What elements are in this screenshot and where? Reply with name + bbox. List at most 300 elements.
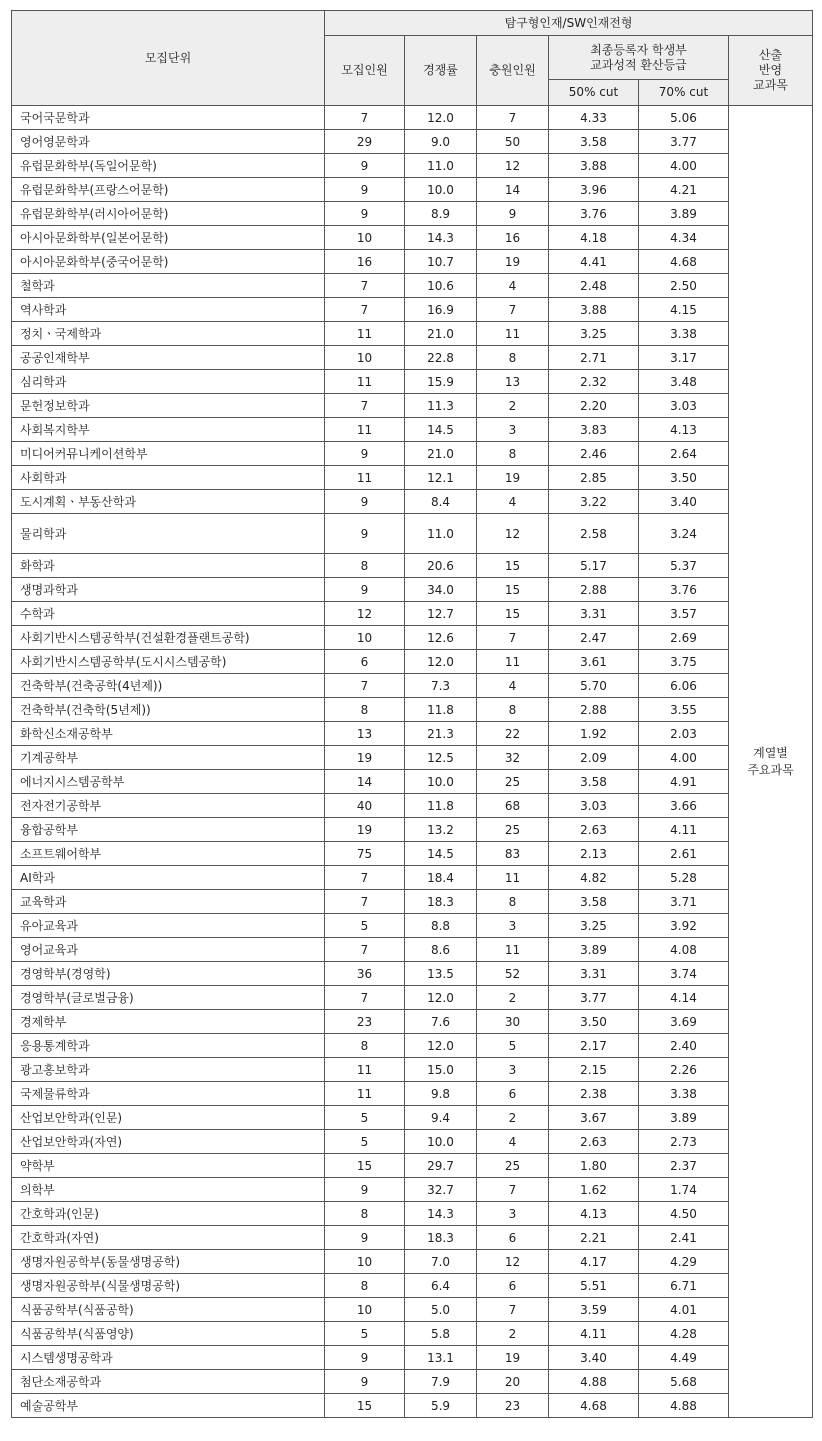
table-row: [12, 1394, 813, 1418]
competition-cell: 10.0: [405, 770, 477, 794]
cut70-cell: 3.69: [639, 1010, 729, 1034]
recruit-cell: 16: [325, 250, 405, 274]
table-row: [12, 674, 813, 698]
header-subjects: [729, 36, 813, 106]
cut50-cell: 3.22: [549, 490, 639, 514]
header-recruit: 모집인원: [325, 36, 405, 106]
recruit-cell: 36: [325, 962, 405, 986]
unit-cell: 생명과학과: [12, 578, 325, 602]
table-row: [12, 154, 813, 178]
table-row: [12, 1130, 813, 1154]
cut50-cell: 2.63: [549, 818, 639, 842]
subjects-value: 계열별 주요과목: [747, 745, 794, 777]
recruit-cell: 11: [325, 1082, 405, 1106]
recruit-cell: 5: [325, 1130, 405, 1154]
table-header: [12, 11, 813, 106]
header-unit: 모집단위: [12, 11, 325, 106]
table-row: [12, 1106, 813, 1130]
cut50-cell: 4.18: [549, 226, 639, 250]
recruit-cell: 9: [325, 1178, 405, 1202]
table-row: [12, 1034, 813, 1058]
cut50-cell: 3.76: [549, 202, 639, 226]
competition-cell: 5.9: [405, 1394, 477, 1418]
additional-cell: 12: [477, 514, 549, 554]
competition-cell: 7.3: [405, 674, 477, 698]
additional-cell: 8: [477, 442, 549, 466]
cut50-cell: 4.13: [549, 1202, 639, 1226]
unit-cell: 간호학과(자연): [12, 1226, 325, 1250]
additional-cell: 32: [477, 746, 549, 770]
additional-cell: 6: [477, 1082, 549, 1106]
table-row: [12, 962, 813, 986]
recruit-cell: 75: [325, 842, 405, 866]
competition-cell: 21.3: [405, 722, 477, 746]
additional-cell: 2: [477, 986, 549, 1010]
additional-cell: 4: [477, 674, 549, 698]
unit-cell: 건축학부(건축학(5년제)): [12, 698, 325, 722]
additional-cell: 68: [477, 794, 549, 818]
cut50-cell: 2.88: [549, 698, 639, 722]
recruit-cell: 14: [325, 770, 405, 794]
recruit-cell: 15: [325, 1394, 405, 1418]
unit-cell: 에너지시스템공학부: [12, 770, 325, 794]
cut50-cell: 2.09: [549, 746, 639, 770]
competition-cell: 7.9: [405, 1370, 477, 1394]
recruit-cell: 10: [325, 1250, 405, 1274]
additional-cell: 19: [477, 466, 549, 490]
unit-cell: 간호학과(인문): [12, 1202, 325, 1226]
additional-cell: 13: [477, 370, 549, 394]
table-row: [12, 554, 813, 578]
unit-cell: 응용통계학과: [12, 1034, 325, 1058]
cut50-cell: 3.50: [549, 1010, 639, 1034]
competition-cell: 12.1: [405, 466, 477, 490]
competition-cell: 8.4: [405, 490, 477, 514]
table-row: [12, 770, 813, 794]
competition-cell: 11.8: [405, 698, 477, 722]
cut50-cell: 3.88: [549, 298, 639, 322]
additional-cell: 3: [477, 1202, 549, 1226]
cut70-cell: 5.37: [639, 554, 729, 578]
additional-cell: 15: [477, 602, 549, 626]
header-grade-group-text: 최종등록자 학생부 교과성적 환산등급: [590, 42, 687, 72]
additional-cell: 25: [477, 818, 549, 842]
cut70-cell: 1.74: [639, 1178, 729, 1202]
competition-cell: 12.0: [405, 106, 477, 130]
unit-cell: 산업보안학과(인문): [12, 1106, 325, 1130]
header-additional: 충원인원: [477, 36, 549, 106]
cut50-cell: 3.31: [549, 602, 639, 626]
additional-cell: 8: [477, 890, 549, 914]
competition-cell: 11.0: [405, 514, 477, 554]
cut50-cell: 4.41: [549, 250, 639, 274]
recruit-cell: 7: [325, 274, 405, 298]
table-row: [12, 626, 813, 650]
additional-cell: 6: [477, 1274, 549, 1298]
cut50-cell: 3.83: [549, 418, 639, 442]
recruit-cell: 9: [325, 178, 405, 202]
additional-cell: 7: [477, 1178, 549, 1202]
additional-cell: 3: [477, 1058, 549, 1082]
table-row: [12, 1322, 813, 1346]
cut50-cell: 1.62: [549, 1178, 639, 1202]
cut70-cell: 3.55: [639, 698, 729, 722]
unit-cell: 철학과: [12, 274, 325, 298]
unit-cell: 국어국문학과: [12, 106, 325, 130]
recruit-cell: 5: [325, 1106, 405, 1130]
cut50-cell: 4.88: [549, 1370, 639, 1394]
recruit-cell: 9: [325, 514, 405, 554]
additional-cell: 7: [477, 106, 549, 130]
additional-cell: 11: [477, 938, 549, 962]
competition-cell: 13.5: [405, 962, 477, 986]
additional-cell: 25: [477, 770, 549, 794]
recruit-cell: 9: [325, 154, 405, 178]
competition-cell: 8.9: [405, 202, 477, 226]
cut70-cell: 3.03: [639, 394, 729, 418]
recruit-cell: 8: [325, 1274, 405, 1298]
competition-cell: 32.7: [405, 1178, 477, 1202]
recruit-cell: 11: [325, 370, 405, 394]
additional-cell: 12: [477, 1250, 549, 1274]
competition-cell: 9.0: [405, 130, 477, 154]
cut70-cell: 4.01: [639, 1298, 729, 1322]
unit-cell: 공공인재학부: [12, 346, 325, 370]
recruit-cell: 10: [325, 226, 405, 250]
cut50-cell: 2.85: [549, 466, 639, 490]
recruit-cell: 19: [325, 818, 405, 842]
competition-cell: 21.0: [405, 322, 477, 346]
unit-cell: 시스템생명공학과: [12, 1346, 325, 1370]
recruit-cell: 8: [325, 1202, 405, 1226]
competition-cell: 7.0: [405, 1250, 477, 1274]
competition-cell: 15.0: [405, 1058, 477, 1082]
cut70-cell: 3.38: [639, 322, 729, 346]
header-grade-group: [549, 36, 729, 80]
unit-cell: 아시아문화학부(일본어문학): [12, 226, 325, 250]
cut70-cell: 3.38: [639, 1082, 729, 1106]
unit-cell: 광고홍보학과: [12, 1058, 325, 1082]
cut70-cell: 3.75: [639, 650, 729, 674]
additional-cell: 4: [477, 490, 549, 514]
unit-cell: 유럽문화학부(프랑스어문학): [12, 178, 325, 202]
cut70-cell: 4.34: [639, 226, 729, 250]
unit-cell: AI학과: [12, 866, 325, 890]
unit-cell: 수학과: [12, 602, 325, 626]
cut70-cell: 2.40: [639, 1034, 729, 1058]
unit-cell: 경제학부: [12, 1010, 325, 1034]
cut50-cell: 4.82: [549, 866, 639, 890]
cut50-cell: 1.92: [549, 722, 639, 746]
table-row: [12, 1370, 813, 1394]
additional-cell: 2: [477, 394, 549, 418]
cut70-cell: 2.03: [639, 722, 729, 746]
cut70-cell: 3.89: [639, 202, 729, 226]
table-row: [12, 298, 813, 322]
cut50-cell: 3.96: [549, 178, 639, 202]
recruit-cell: 7: [325, 298, 405, 322]
table-row: [12, 394, 813, 418]
unit-cell: 전자전기공학부: [12, 794, 325, 818]
unit-cell: 사회복지학부: [12, 418, 325, 442]
cut70-cell: 4.21: [639, 178, 729, 202]
recruit-cell: 10: [325, 346, 405, 370]
competition-cell: 11.8: [405, 794, 477, 818]
cut50-cell: 2.58: [549, 514, 639, 554]
cut50-cell: 3.31: [549, 962, 639, 986]
cut50-cell: 4.68: [549, 1394, 639, 1418]
cut70-cell: 4.49: [639, 1346, 729, 1370]
unit-cell: 경영학부(경영학): [12, 962, 325, 986]
table-row: [12, 1274, 813, 1298]
recruit-cell: 29: [325, 130, 405, 154]
cut50-cell: 2.71: [549, 346, 639, 370]
cut70-cell: 6.06: [639, 674, 729, 698]
additional-cell: 19: [477, 250, 549, 274]
cut50-cell: 2.20: [549, 394, 639, 418]
cut70-cell: 2.69: [639, 626, 729, 650]
competition-cell: 29.7: [405, 1154, 477, 1178]
table-row: [12, 1298, 813, 1322]
additional-cell: 7: [477, 298, 549, 322]
competition-cell: 7.6: [405, 1010, 477, 1034]
cut50-cell: 4.17: [549, 1250, 639, 1274]
unit-cell: 역사학과: [12, 298, 325, 322]
unit-cell: 건축학부(건축공학(4년제)): [12, 674, 325, 698]
recruit-cell: 7: [325, 938, 405, 962]
competition-cell: 5.8: [405, 1322, 477, 1346]
recruit-cell: 5: [325, 914, 405, 938]
cut70-cell: 3.50: [639, 466, 729, 490]
cut70-cell: 4.00: [639, 746, 729, 770]
competition-cell: 21.0: [405, 442, 477, 466]
additional-cell: 4: [477, 1130, 549, 1154]
table-row: [12, 650, 813, 674]
unit-cell: 유럽문화학부(러시아어문학): [12, 202, 325, 226]
cut70-cell: 3.92: [639, 914, 729, 938]
unit-cell: 화학과: [12, 554, 325, 578]
table-row: [12, 1010, 813, 1034]
table-row: [12, 490, 813, 514]
competition-cell: 18.4: [405, 866, 477, 890]
cut50-cell: 3.58: [549, 770, 639, 794]
cut70-cell: 3.24: [639, 514, 729, 554]
cut50-cell: 3.67: [549, 1106, 639, 1130]
cut70-cell: 3.71: [639, 890, 729, 914]
cut50-cell: 3.89: [549, 938, 639, 962]
competition-cell: 5.0: [405, 1298, 477, 1322]
table-row: [12, 938, 813, 962]
competition-cell: 15.9: [405, 370, 477, 394]
unit-cell: 의학부: [12, 1178, 325, 1202]
additional-cell: 19: [477, 1346, 549, 1370]
unit-cell: 융합공학부: [12, 818, 325, 842]
additional-cell: 25: [477, 1154, 549, 1178]
competition-cell: 11.0: [405, 154, 477, 178]
table-row: [12, 418, 813, 442]
table-row: [12, 602, 813, 626]
additional-cell: 12: [477, 154, 549, 178]
competition-cell: 9.8: [405, 1082, 477, 1106]
competition-cell: 9.4: [405, 1106, 477, 1130]
unit-cell: 사회기반시스템공학부(건설환경플랜트공학): [12, 626, 325, 650]
cut50-cell: 3.58: [549, 130, 639, 154]
competition-cell: 10.0: [405, 178, 477, 202]
cut50-cell: 2.17: [549, 1034, 639, 1058]
cut50-cell: 3.77: [549, 986, 639, 1010]
table-row: [12, 466, 813, 490]
header-cut50: 50% cut: [549, 80, 639, 106]
table-row: [12, 1202, 813, 1226]
unit-cell: 화학신소재공학부: [12, 722, 325, 746]
cut70-cell: 3.74: [639, 962, 729, 986]
cut50-cell: 3.88: [549, 154, 639, 178]
table-row: [12, 346, 813, 370]
recruit-cell: 11: [325, 322, 405, 346]
table-row: [12, 1346, 813, 1370]
unit-cell: 국제물류학과: [12, 1082, 325, 1106]
cut70-cell: 3.89: [639, 1106, 729, 1130]
competition-cell: 12.0: [405, 650, 477, 674]
additional-cell: 6: [477, 1226, 549, 1250]
cut50-cell: 3.40: [549, 1346, 639, 1370]
table-row: [12, 842, 813, 866]
unit-cell: 영어영문학과: [12, 130, 325, 154]
table-row: [12, 202, 813, 226]
recruit-cell: 11: [325, 418, 405, 442]
table-row: [12, 370, 813, 394]
additional-cell: 15: [477, 554, 549, 578]
recruit-cell: 11: [325, 466, 405, 490]
unit-cell: 첨단소재공학과: [12, 1370, 325, 1394]
additional-cell: 22: [477, 722, 549, 746]
cut50-cell: 2.38: [549, 1082, 639, 1106]
additional-cell: 3: [477, 418, 549, 442]
cut70-cell: 2.37: [639, 1154, 729, 1178]
additional-cell: 30: [477, 1010, 549, 1034]
table-row: [12, 818, 813, 842]
additional-cell: 8: [477, 698, 549, 722]
cut70-cell: 5.06: [639, 106, 729, 130]
cut70-cell: 4.08: [639, 938, 729, 962]
recruit-cell: 23: [325, 1010, 405, 1034]
table-row: [12, 794, 813, 818]
additional-cell: 20: [477, 1370, 549, 1394]
cut70-cell: 4.13: [639, 418, 729, 442]
table-row: [12, 250, 813, 274]
unit-cell: 유럽문화학부(독일어문학): [12, 154, 325, 178]
recruit-cell: 9: [325, 442, 405, 466]
table-row: [12, 578, 813, 602]
cut50-cell: 3.03: [549, 794, 639, 818]
unit-cell: 식품공학부(식품공학): [12, 1298, 325, 1322]
recruit-cell: 10: [325, 626, 405, 650]
competition-cell: 8.6: [405, 938, 477, 962]
recruit-cell: 7: [325, 674, 405, 698]
cut50-cell: 2.47: [549, 626, 639, 650]
cut50-cell: 2.32: [549, 370, 639, 394]
recruit-cell: 9: [325, 202, 405, 226]
recruit-cell: 19: [325, 746, 405, 770]
table-row: [12, 1082, 813, 1106]
competition-cell: 20.6: [405, 554, 477, 578]
cut50-cell: 5.70: [549, 674, 639, 698]
table-row: [12, 722, 813, 746]
cut50-cell: 4.11: [549, 1322, 639, 1346]
recruit-cell: 40: [325, 794, 405, 818]
competition-cell: 22.8: [405, 346, 477, 370]
cut50-cell: 3.61: [549, 650, 639, 674]
additional-cell: 15: [477, 578, 549, 602]
table-row: [12, 178, 813, 202]
unit-cell: 소프트웨어학부: [12, 842, 325, 866]
cut50-cell: 2.88: [549, 578, 639, 602]
cut50-cell: 2.46: [549, 442, 639, 466]
competition-cell: 10.0: [405, 1130, 477, 1154]
cut70-cell: 3.17: [639, 346, 729, 370]
unit-cell: 사회기반시스템공학부(도시시스템공학): [12, 650, 325, 674]
additional-cell: 9: [477, 202, 549, 226]
additional-cell: 4: [477, 274, 549, 298]
cut70-cell: 2.61: [639, 842, 729, 866]
cut70-cell: 4.14: [639, 986, 729, 1010]
cut70-cell: 4.88: [639, 1394, 729, 1418]
cut70-cell: 2.41: [639, 1226, 729, 1250]
cut50-cell: 2.15: [549, 1058, 639, 1082]
unit-cell: 정치ㆍ국제학과: [12, 322, 325, 346]
table-row: [12, 514, 813, 554]
unit-cell: 경영학부(글로벌금융): [12, 986, 325, 1010]
cut70-cell: 4.28: [639, 1322, 729, 1346]
unit-cell: 미디어커뮤니케이션학부: [12, 442, 325, 466]
cut70-cell: 3.57: [639, 602, 729, 626]
competition-cell: 6.4: [405, 1274, 477, 1298]
table-row: [12, 698, 813, 722]
recruit-cell: 7: [325, 890, 405, 914]
additional-cell: 3: [477, 914, 549, 938]
unit-cell: 아시아문화학부(중국어문학): [12, 250, 325, 274]
table-row: [12, 1250, 813, 1274]
unit-cell: 교육학과: [12, 890, 325, 914]
competition-cell: 14.3: [405, 1202, 477, 1226]
additional-cell: 52: [477, 962, 549, 986]
recruit-cell: 5: [325, 1322, 405, 1346]
cut50-cell: 3.58: [549, 890, 639, 914]
unit-cell: 산업보안학과(자연): [12, 1130, 325, 1154]
cut70-cell: 3.40: [639, 490, 729, 514]
cut70-cell: 5.68: [639, 1370, 729, 1394]
recruit-cell: 7: [325, 106, 405, 130]
cut70-cell: 6.71: [639, 1274, 729, 1298]
table-row: [12, 866, 813, 890]
cut70-cell: 2.73: [639, 1130, 729, 1154]
recruit-cell: 15: [325, 1154, 405, 1178]
table-row: [12, 986, 813, 1010]
table-row: [12, 322, 813, 346]
recruit-cell: 9: [325, 490, 405, 514]
competition-cell: 18.3: [405, 890, 477, 914]
competition-cell: 12.5: [405, 746, 477, 770]
cut70-cell: 2.50: [639, 274, 729, 298]
additional-cell: 2: [477, 1322, 549, 1346]
additional-cell: 11: [477, 322, 549, 346]
cut70-cell: 4.91: [639, 770, 729, 794]
cut70-cell: 2.26: [639, 1058, 729, 1082]
cut50-cell: 2.21: [549, 1226, 639, 1250]
recruit-cell: 6: [325, 650, 405, 674]
unit-cell: 약학부: [12, 1154, 325, 1178]
unit-cell: 유아교육과: [12, 914, 325, 938]
